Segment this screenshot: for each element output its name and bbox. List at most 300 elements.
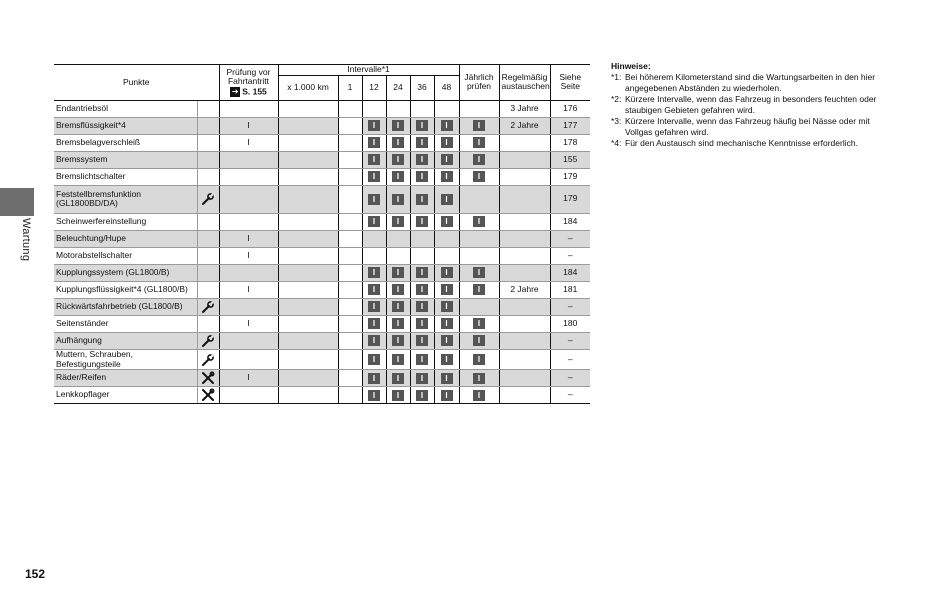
table-row — [54, 151, 590, 168]
inspect-mark: I — [416, 154, 428, 165]
replace-cell — [499, 151, 550, 168]
inspect-mark: I — [392, 216, 404, 227]
inspect-mark: I — [416, 284, 428, 295]
table-row — [54, 298, 590, 315]
see-page-cell: – — [550, 230, 590, 247]
interval-cell-pre: I — [219, 281, 278, 298]
interval-cell-i12 — [362, 134, 386, 151]
km-cell — [278, 247, 338, 264]
km-cell — [278, 168, 338, 185]
inspect-mark: I — [416, 267, 428, 278]
interval-cell-i36 — [410, 185, 434, 213]
interval-cell-i48 — [434, 230, 459, 247]
wrench-icon — [197, 298, 219, 315]
tool-cell — [197, 315, 219, 332]
inspect-mark: I — [441, 267, 453, 278]
inspect-mark: I — [441, 171, 453, 182]
inspect-mark: I — [416, 354, 428, 365]
inspect-mark: I — [368, 318, 380, 329]
see-page-cell: – — [550, 332, 590, 349]
interval-cell-annual — [459, 100, 499, 117]
interval-cell-annual — [459, 370, 499, 387]
interval-cell-i36 — [410, 264, 434, 281]
interval-cell-pre — [219, 387, 278, 404]
interval-cell-pre — [219, 151, 278, 168]
km-cell — [278, 213, 338, 230]
interval-cell-annual — [459, 332, 499, 349]
replace-cell — [499, 247, 550, 264]
interval-cell-i24 — [386, 264, 410, 281]
interval-cell-annual — [459, 349, 499, 370]
km-cell — [278, 315, 338, 332]
inspect-mark: I — [473, 216, 485, 227]
see-page-cell: 179 — [550, 168, 590, 185]
item-name: Bremsflüssigkeit*4 — [54, 117, 197, 134]
km-cell — [278, 100, 338, 117]
tool-cell — [197, 151, 219, 168]
interval-cell-annual — [459, 298, 499, 315]
interval-cell-annual — [459, 315, 499, 332]
header-interval-12: 12 — [362, 75, 386, 100]
interval-cell-i36 — [410, 100, 434, 117]
interval-cell-i48 — [434, 117, 459, 134]
interval-cell-i48 — [434, 315, 459, 332]
inspect-mark: I — [441, 354, 453, 365]
tool-cell — [197, 230, 219, 247]
see-page-cell: 176 — [550, 100, 590, 117]
inspect-mark: I — [392, 335, 404, 346]
inspect-mark: I — [392, 354, 404, 365]
interval-cell-i1 — [338, 117, 362, 134]
replace-cell — [499, 315, 550, 332]
replace-cell — [499, 370, 550, 387]
inspect-mark: I — [368, 154, 380, 165]
item-name: Endantriebsöl — [54, 100, 197, 117]
inspect-mark: I — [441, 390, 453, 401]
interval-cell-pre — [219, 349, 278, 370]
interval-cell-i48 — [434, 370, 459, 387]
see-page-cell: 177 — [550, 117, 590, 134]
item-name: Motorabstellschalter — [54, 247, 197, 264]
interval-cell-i12 — [362, 281, 386, 298]
inspect-mark: I — [416, 390, 428, 401]
see-page-cell: 184 — [550, 213, 590, 230]
table-row — [54, 370, 590, 387]
inspect-mark: I — [392, 390, 404, 401]
interval-cell-pre: I — [219, 370, 278, 387]
table-row — [54, 387, 590, 404]
interval-cell-i1 — [338, 281, 362, 298]
tool-cell — [197, 168, 219, 185]
see-page-cell: – — [550, 370, 590, 387]
inspect-mark: I — [441, 318, 453, 329]
interval-cell-annual — [459, 247, 499, 264]
interval-cell-i48 — [434, 100, 459, 117]
header-pre-ride: Prüfung vor Fahrtantritt ➔ S. 155 — [219, 65, 278, 101]
interval-cell-i48 — [434, 185, 459, 213]
interval-cell-i12 — [362, 185, 386, 213]
inspect-mark: I — [392, 154, 404, 165]
replace-cell: 2 Jahre — [499, 281, 550, 298]
table-row — [54, 247, 590, 264]
interval-cell-i48 — [434, 213, 459, 230]
interval-cell-i24 — [386, 134, 410, 151]
km-cell — [278, 298, 338, 315]
inspect-mark: I — [416, 318, 428, 329]
interval-cell-pre — [219, 332, 278, 349]
interval-cell-i24 — [386, 370, 410, 387]
item-name: Feststellbremsfunktion (GL1800BD/DA) — [54, 185, 197, 213]
tool-cell — [197, 281, 219, 298]
km-cell — [278, 332, 338, 349]
inspect-mark: I — [441, 335, 453, 346]
inspect-mark: I — [392, 284, 404, 295]
item-name: Seitenständer — [54, 315, 197, 332]
interval-cell-i12 — [362, 370, 386, 387]
inspect-mark: I — [473, 267, 485, 278]
interval-cell-annual — [459, 168, 499, 185]
table-row — [54, 332, 590, 349]
table-row — [54, 349, 590, 370]
interval-cell-i48 — [434, 151, 459, 168]
interval-cell-i24 — [386, 168, 410, 185]
inspect-mark: I — [416, 373, 428, 384]
item-name: Bremslichtschalter — [54, 168, 197, 185]
replace-cell — [499, 134, 550, 151]
inspect-mark: I — [473, 318, 485, 329]
interval-cell-i12 — [362, 213, 386, 230]
interval-cell-i24 — [386, 315, 410, 332]
interval-cell-i1 — [338, 349, 362, 370]
header-interval-36: 36 — [410, 75, 434, 100]
interval-cell-i24 — [386, 281, 410, 298]
interval-cell-i24 — [386, 349, 410, 370]
item-name: Kupplungsflüssigkeit*4 (GL1800/B) — [54, 281, 197, 298]
page-ref-icon: ➔ — [231, 87, 239, 97]
inspect-mark: I — [368, 335, 380, 346]
interval-cell-i36 — [410, 247, 434, 264]
inspect-mark: I — [416, 194, 428, 205]
tool-cell — [197, 247, 219, 264]
item-name: Aufhängung — [54, 332, 197, 349]
km-cell — [278, 185, 338, 213]
interval-cell-pre — [219, 168, 278, 185]
item-name: Bremsbelagverschleiß — [54, 134, 197, 151]
interval-cell-i1 — [338, 134, 362, 151]
inspect-mark: I — [368, 137, 380, 148]
item-name: Muttern, Schrauben, Befestigungsteile — [54, 349, 197, 370]
inspect-mark: I — [368, 373, 380, 384]
inspect-mark: I — [392, 137, 404, 148]
interval-cell-i36 — [410, 315, 434, 332]
table-row — [54, 134, 590, 151]
inspect-mark: I — [368, 171, 380, 182]
see-page-cell: 155 — [550, 151, 590, 168]
inspect-mark: I — [441, 216, 453, 227]
interval-cell-pre: I — [219, 117, 278, 134]
km-cell — [278, 134, 338, 151]
interval-cell-pre — [219, 213, 278, 230]
notes-panel — [611, 61, 881, 149]
replace-cell — [499, 349, 550, 370]
inspect-mark: I — [368, 301, 380, 312]
replace-cell — [499, 264, 550, 281]
table-row — [54, 281, 590, 298]
interval-cell-pre — [219, 298, 278, 315]
interval-cell-i24 — [386, 117, 410, 134]
interval-cell-i1 — [338, 332, 362, 349]
replace-cell — [499, 168, 550, 185]
header-see-page: Siehe Seite — [550, 65, 590, 101]
item-name: Kupplungssystem (GL1800/B) — [54, 264, 197, 281]
inspect-mark: I — [473, 137, 485, 148]
notes-title: Hinweise: — [611, 61, 651, 71]
inspect-mark: I — [473, 171, 485, 182]
interval-cell-annual — [459, 387, 499, 404]
interval-cell-annual — [459, 151, 499, 168]
interval-cell-i36 — [410, 117, 434, 134]
see-page-cell: 179 — [550, 185, 590, 213]
inspect-mark: I — [473, 284, 485, 295]
interval-cell-i48 — [434, 281, 459, 298]
inspect-mark: I — [368, 120, 380, 131]
inspect-mark: I — [441, 373, 453, 384]
inspect-mark: I — [473, 390, 485, 401]
interval-cell-i1 — [338, 185, 362, 213]
inspect-mark: I — [368, 216, 380, 227]
see-page-cell: – — [550, 349, 590, 370]
interval-cell-i1 — [338, 264, 362, 281]
see-page-cell: 180 — [550, 315, 590, 332]
inspect-mark: I — [441, 120, 453, 131]
interval-cell-i12 — [362, 168, 386, 185]
note-item: *4: Für den Austausch sind mechanische Kenntnisse erforderlich. — [611, 138, 858, 149]
inspect-mark: I — [441, 154, 453, 165]
wrench-icon — [197, 185, 219, 213]
interval-cell-i36 — [410, 349, 434, 370]
interval-cell-i24 — [386, 100, 410, 117]
interval-cell-i36 — [410, 168, 434, 185]
interval-cell-i12 — [362, 387, 386, 404]
interval-cell-pre — [219, 185, 278, 213]
interval-cell-i36 — [410, 332, 434, 349]
inspect-mark: I — [473, 354, 485, 365]
inspect-mark: I — [416, 216, 428, 227]
section-label: Wartung — [20, 218, 32, 262]
interval-cell-i1 — [338, 387, 362, 404]
inspect-mark: I — [392, 120, 404, 131]
see-page-cell: 184 — [550, 264, 590, 281]
header-km-unit: x 1.000 km — [278, 75, 338, 100]
crossed-tools-icon — [197, 387, 219, 404]
header-annual: Jährlich prüfen — [459, 65, 499, 101]
interval-cell-i1 — [338, 230, 362, 247]
interval-cell-i24 — [386, 185, 410, 213]
tool-cell — [197, 100, 219, 117]
replace-cell: 3 Jahre — [499, 100, 550, 117]
table-row — [54, 315, 590, 332]
inspect-mark: I — [473, 154, 485, 165]
interval-cell-i24 — [386, 298, 410, 315]
item-name: Bremssystem — [54, 151, 197, 168]
interval-cell-i1 — [338, 151, 362, 168]
inspect-mark: I — [441, 194, 453, 205]
tool-cell — [197, 117, 219, 134]
interval-cell-i12 — [362, 298, 386, 315]
inspect-mark: I — [473, 335, 485, 346]
interval-cell-pre: I — [219, 134, 278, 151]
note-item: *1: Bei höherem Kilometerstand sind die Wartungsarbeiten in den hier angegebenen Abständen zu wiederholen. — [611, 72, 876, 94]
interval-cell-i24 — [386, 230, 410, 247]
inspect-mark: I — [392, 267, 404, 278]
interval-cell-i12 — [362, 247, 386, 264]
km-cell — [278, 370, 338, 387]
interval-cell-i1 — [338, 168, 362, 185]
item-name: Beleuchtung/Hupe — [54, 230, 197, 247]
km-cell — [278, 117, 338, 134]
km-cell — [278, 349, 338, 370]
section-tab-marker — [0, 188, 34, 216]
tool-cell — [197, 134, 219, 151]
interval-cell-i12 — [362, 100, 386, 117]
interval-cell-i36 — [410, 213, 434, 230]
replace-cell — [499, 185, 550, 213]
interval-cell-i1 — [338, 213, 362, 230]
interval-cell-i24 — [386, 332, 410, 349]
interval-cell-i48 — [434, 134, 459, 151]
interval-cell-annual — [459, 185, 499, 213]
interval-cell-pre: I — [219, 247, 278, 264]
inspect-mark: I — [392, 171, 404, 182]
interval-cell-i12 — [362, 230, 386, 247]
inspect-mark: I — [368, 354, 380, 365]
interval-cell-i36 — [410, 387, 434, 404]
table-row — [54, 100, 590, 117]
maintenance-table — [54, 64, 590, 404]
interval-cell-i48 — [434, 247, 459, 264]
replace-cell — [499, 332, 550, 349]
header-replace: Regelmäßig austauschen — [499, 65, 550, 101]
interval-cell-annual — [459, 230, 499, 247]
interval-cell-i24 — [386, 213, 410, 230]
inspect-mark: I — [416, 120, 428, 131]
interval-cell-i48 — [434, 168, 459, 185]
interval-cell-i1 — [338, 100, 362, 117]
inspect-mark: I — [368, 194, 380, 205]
interval-cell-i36 — [410, 230, 434, 247]
interval-cell-i24 — [386, 151, 410, 168]
table-row — [54, 168, 590, 185]
inspect-mark: I — [441, 284, 453, 295]
replace-cell — [499, 387, 550, 404]
interval-cell-i1 — [338, 298, 362, 315]
see-page-cell: 181 — [550, 281, 590, 298]
replace-cell — [499, 230, 550, 247]
interval-cell-i12 — [362, 349, 386, 370]
inspect-mark: I — [441, 137, 453, 148]
table-row — [54, 185, 590, 213]
table-row — [54, 264, 590, 281]
interval-cell-pre — [219, 264, 278, 281]
header-interval-48: 48 — [434, 75, 459, 100]
interval-cell-annual — [459, 117, 499, 134]
table-row — [54, 213, 590, 230]
table-row — [54, 117, 590, 134]
see-page-cell: – — [550, 247, 590, 264]
interval-cell-i12 — [362, 117, 386, 134]
inspect-mark: I — [473, 120, 485, 131]
note-item: *3: Kürzere Intervalle, wenn das Fahrzeug häufig bei Nässe oder mit Vollgas gefahren wird. — [611, 116, 870, 138]
interval-cell-i48 — [434, 387, 459, 404]
see-page-cell: – — [550, 387, 590, 404]
km-cell — [278, 281, 338, 298]
page-number: 152 — [25, 567, 46, 581]
inspect-mark: I — [368, 284, 380, 295]
inspect-mark: I — [416, 301, 428, 312]
item-name: Räder/Reifen — [54, 370, 197, 387]
wrench-icon — [197, 332, 219, 349]
interval-cell-i1 — [338, 247, 362, 264]
interval-cell-i48 — [434, 264, 459, 281]
item-name: Scheinwerfereinstellung — [54, 213, 197, 230]
interval-cell-i36 — [410, 151, 434, 168]
replace-cell — [499, 298, 550, 315]
item-name: Rückwärtsfahrbetrieb (GL1800/B) — [54, 298, 197, 315]
inspect-mark: I — [392, 318, 404, 329]
tool-cell — [197, 213, 219, 230]
km-cell — [278, 151, 338, 168]
inspect-mark: I — [473, 373, 485, 384]
interval-cell-i12 — [362, 151, 386, 168]
see-page-cell: 178 — [550, 134, 590, 151]
interval-cell-annual — [459, 264, 499, 281]
interval-cell-pre: I — [219, 230, 278, 247]
interval-cell-i24 — [386, 387, 410, 404]
interval-cell-i24 — [386, 247, 410, 264]
see-page-cell: – — [550, 298, 590, 315]
crossed-tools-icon — [197, 370, 219, 387]
inspect-mark: I — [392, 301, 404, 312]
interval-cell-i12 — [362, 315, 386, 332]
inspect-mark: I — [368, 267, 380, 278]
km-cell — [278, 387, 338, 404]
interval-cell-pre: I — [219, 315, 278, 332]
interval-cell-i36 — [410, 134, 434, 151]
inspect-mark: I — [441, 301, 453, 312]
wrench-icon — [197, 349, 219, 370]
inspect-mark: I — [392, 194, 404, 205]
interval-cell-i48 — [434, 332, 459, 349]
interval-cell-i36 — [410, 281, 434, 298]
km-cell — [278, 264, 338, 281]
header-interval-1: 1 — [338, 75, 362, 100]
header-item: Punkte — [54, 65, 219, 101]
inspect-mark: I — [392, 373, 404, 384]
interval-cell-pre — [219, 100, 278, 117]
note-item: *2: Kürzere Intervalle, wenn das Fahrzeug in besonders feuchten oder staubigen Gebieten gefahren wird. — [611, 94, 877, 116]
interval-cell-i1 — [338, 370, 362, 387]
inspect-mark: I — [368, 390, 380, 401]
km-cell — [278, 230, 338, 247]
interval-cell-i36 — [410, 370, 434, 387]
interval-cell-i48 — [434, 349, 459, 370]
interval-cell-i12 — [362, 332, 386, 349]
item-name: Lenkkopflager — [54, 387, 197, 404]
interval-cell-annual — [459, 134, 499, 151]
inspect-mark: I — [416, 335, 428, 346]
interval-cell-i36 — [410, 298, 434, 315]
replace-cell — [499, 213, 550, 230]
